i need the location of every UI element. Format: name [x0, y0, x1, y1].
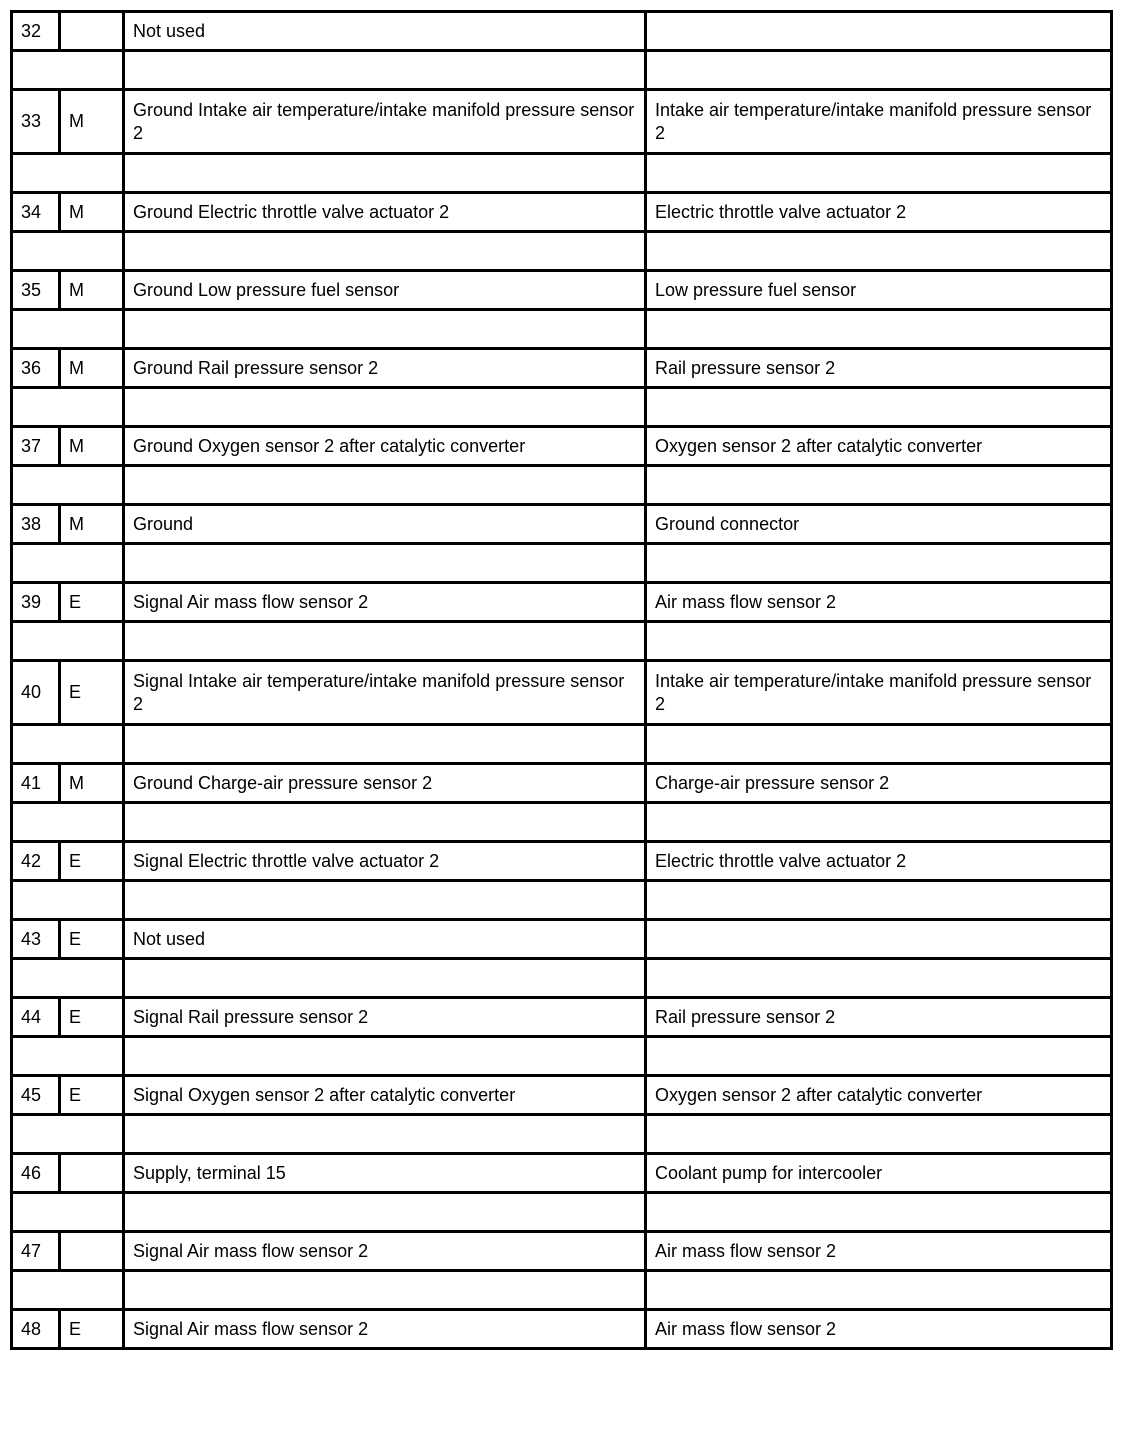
spacer-cell	[124, 881, 646, 920]
pin-number: 35	[12, 271, 60, 310]
pin-description: Signal Air mass flow sensor 2	[124, 1232, 646, 1271]
signal-type: M	[60, 427, 124, 466]
spacer-cell	[12, 881, 124, 920]
pin-number: 33	[12, 90, 60, 154]
spacer-cell	[12, 466, 124, 505]
spacer-cell	[12, 388, 124, 427]
spacer-cell	[646, 544, 1112, 583]
spacer-row	[12, 803, 1112, 842]
spacer-cell	[646, 803, 1112, 842]
signal-type	[60, 1232, 124, 1271]
spacer-row	[12, 1271, 1112, 1310]
spacer-cell	[12, 232, 124, 271]
spacer-cell	[646, 1271, 1112, 1310]
spacer-row	[12, 725, 1112, 764]
spacer-cell	[124, 1115, 646, 1154]
spacer-cell	[12, 51, 124, 90]
spacer-cell	[124, 725, 646, 764]
table-row	[12, 661, 1112, 725]
spacer-row	[12, 881, 1112, 920]
pin-number: 43	[12, 920, 60, 959]
spacer-cell	[124, 1271, 646, 1310]
spacer-cell	[124, 622, 646, 661]
spacer-cell	[12, 803, 124, 842]
signal-type: M	[60, 90, 124, 154]
component-name: Oxygen sensor 2 after catalytic converter	[646, 427, 1112, 466]
pin-number: 40	[12, 661, 60, 725]
pin-number: 42	[12, 842, 60, 881]
component-name: Coolant pump for intercooler	[646, 1154, 1112, 1193]
spacer-cell	[646, 154, 1112, 193]
table-row	[12, 764, 1112, 803]
pin-description: Signal Rail pressure sensor 2	[124, 998, 646, 1037]
component-name: Oxygen sensor 2 after catalytic converter	[646, 1076, 1112, 1115]
spacer-cell	[12, 1037, 124, 1076]
spacer-cell	[12, 154, 124, 193]
table-row	[12, 505, 1112, 544]
pin-number: 34	[12, 193, 60, 232]
pin-description: Signal Electric throttle valve actuator 2	[124, 842, 646, 881]
spacer-row	[12, 959, 1112, 998]
signal-type: M	[60, 505, 124, 544]
pin-number: 46	[12, 1154, 60, 1193]
spacer-cell	[124, 51, 646, 90]
spacer-cell	[646, 725, 1112, 764]
spacer-cell	[124, 544, 646, 583]
spacer-cell	[646, 1193, 1112, 1232]
signal-type: M	[60, 764, 124, 803]
spacer-cell	[124, 154, 646, 193]
spacer-cell	[646, 1037, 1112, 1076]
spacer-row	[12, 154, 1112, 193]
pin-description: Ground Charge-air pressure sensor 2	[124, 764, 646, 803]
pin-description: Signal Air mass flow sensor 2	[124, 1310, 646, 1349]
spacer-cell	[646, 881, 1112, 920]
component-name: Electric throttle valve actuator 2	[646, 193, 1112, 232]
component-name: Rail pressure sensor 2	[646, 998, 1112, 1037]
component-name	[646, 920, 1112, 959]
spacer-cell	[124, 310, 646, 349]
table-row	[12, 1232, 1112, 1271]
spacer-cell	[124, 1193, 646, 1232]
table-row	[12, 427, 1112, 466]
component-name: Ground connector	[646, 505, 1112, 544]
pin-number: 38	[12, 505, 60, 544]
signal-type	[60, 12, 124, 51]
spacer-row	[12, 51, 1112, 90]
pin-number: 32	[12, 12, 60, 51]
spacer-cell	[646, 310, 1112, 349]
signal-type: E	[60, 842, 124, 881]
table-row	[12, 12, 1112, 51]
spacer-row	[12, 466, 1112, 505]
spacer-cell	[124, 959, 646, 998]
pin-description: Not used	[124, 920, 646, 959]
pin-description: Ground Intake air temperature/intake manifold pressure sensor 2	[124, 90, 646, 154]
table-row	[12, 90, 1112, 154]
spacer-cell	[646, 466, 1112, 505]
table-row	[12, 920, 1112, 959]
pin-description: Not used	[124, 12, 646, 51]
table-row	[12, 349, 1112, 388]
pin-description: Ground Rail pressure sensor 2	[124, 349, 646, 388]
spacer-cell	[646, 622, 1112, 661]
spacer-cell	[646, 388, 1112, 427]
spacer-cell	[124, 388, 646, 427]
table-row	[12, 583, 1112, 622]
component-name: Air mass flow sensor 2	[646, 1310, 1112, 1349]
spacer-row	[12, 622, 1112, 661]
spacer-row	[12, 1037, 1112, 1076]
table-row	[12, 842, 1112, 881]
pin-number: 45	[12, 1076, 60, 1115]
spacer-row	[12, 1115, 1112, 1154]
spacer-cell	[12, 725, 124, 764]
pin-number: 44	[12, 998, 60, 1037]
spacer-cell	[124, 466, 646, 505]
component-name: Intake air temperature/intake manifold pressure sensor 2	[646, 90, 1112, 154]
signal-type: M	[60, 271, 124, 310]
pin-number: 41	[12, 764, 60, 803]
signal-type: E	[60, 583, 124, 622]
pin-description: Supply, terminal 15	[124, 1154, 646, 1193]
table-row	[12, 1154, 1112, 1193]
pin-number: 39	[12, 583, 60, 622]
component-name: Electric throttle valve actuator 2	[646, 842, 1112, 881]
spacer-row	[12, 310, 1112, 349]
spacer-cell	[646, 51, 1112, 90]
component-name: Rail pressure sensor 2	[646, 349, 1112, 388]
signal-type	[60, 1154, 124, 1193]
spacer-cell	[646, 1115, 1112, 1154]
spacer-cell	[12, 1115, 124, 1154]
signal-type: M	[60, 193, 124, 232]
table-row	[12, 1076, 1112, 1115]
spacer-cell	[12, 310, 124, 349]
signal-type: E	[60, 920, 124, 959]
spacer-row	[12, 388, 1112, 427]
spacer-cell	[124, 232, 646, 271]
signal-type: E	[60, 661, 124, 725]
spacer-row	[12, 232, 1112, 271]
component-name: Low pressure fuel sensor	[646, 271, 1112, 310]
spacer-cell	[646, 232, 1112, 271]
pin-number: 47	[12, 1232, 60, 1271]
signal-type: E	[60, 1310, 124, 1349]
pin-description: Ground Oxygen sensor 2 after catalytic converter	[124, 427, 646, 466]
table-row	[12, 193, 1112, 232]
pin-number: 37	[12, 427, 60, 466]
spacer-row	[12, 544, 1112, 583]
component-name: Intake air temperature/intake manifold pressure sensor 2	[646, 661, 1112, 725]
table-row	[12, 1310, 1112, 1349]
component-name	[646, 12, 1112, 51]
spacer-cell	[12, 959, 124, 998]
component-name: Air mass flow sensor 2	[646, 583, 1112, 622]
pin-number: 36	[12, 349, 60, 388]
spacer-cell	[12, 544, 124, 583]
pin-description: Ground Electric throttle valve actuator 2	[124, 193, 646, 232]
table-row	[12, 271, 1112, 310]
signal-type: E	[60, 1076, 124, 1115]
pin-description: Signal Air mass flow sensor 2	[124, 583, 646, 622]
pin-assignment-table	[10, 10, 1113, 1350]
spacer-cell	[124, 803, 646, 842]
pin-description: Ground	[124, 505, 646, 544]
spacer-row	[12, 1193, 1112, 1232]
signal-type: E	[60, 998, 124, 1037]
spacer-cell	[124, 1037, 646, 1076]
table-row	[12, 998, 1112, 1037]
spacer-cell	[12, 622, 124, 661]
spacer-cell	[12, 1193, 124, 1232]
pin-description: Signal Oxygen sensor 2 after catalytic converter	[124, 1076, 646, 1115]
signal-type: M	[60, 349, 124, 388]
spacer-cell	[646, 959, 1112, 998]
pin-number: 48	[12, 1310, 60, 1349]
pin-description: Ground Low pressure fuel sensor	[124, 271, 646, 310]
spacer-cell	[12, 1271, 124, 1310]
pin-description: Signal Intake air temperature/intake manifold pressure sensor 2	[124, 661, 646, 725]
component-name: Charge-air pressure sensor 2	[646, 764, 1112, 803]
component-name: Air mass flow sensor 2	[646, 1232, 1112, 1271]
